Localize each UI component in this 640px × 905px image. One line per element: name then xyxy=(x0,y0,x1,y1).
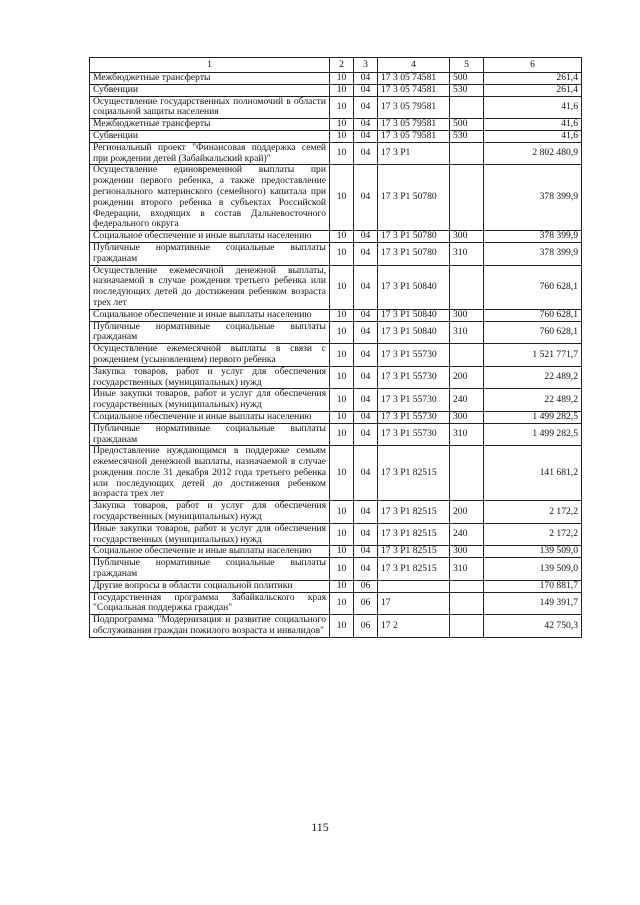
row-amount: 139 509,0 xyxy=(484,558,582,581)
row-amount: 261,4 xyxy=(484,73,582,85)
row-target-code: 17 3 P1 55730 xyxy=(378,389,450,412)
row-name: Межбюджетные трансферты xyxy=(90,73,330,85)
row-section: 10 xyxy=(330,523,354,546)
table-row xyxy=(90,344,582,367)
row-name: Осуществление ежемесячной денежной выплаты, назначаемой в случае рождения третьего ребенка или последующих детей до достижения ребенком возраста трех лет xyxy=(90,265,330,309)
row-name: Государственная программа Забайкальского края "Социальная поддержка граждан" xyxy=(90,592,330,615)
row-section: 10 xyxy=(330,309,354,321)
table-header-row xyxy=(90,58,582,73)
row-section: 10 xyxy=(330,501,354,524)
row-target-code: 17 2 xyxy=(378,615,450,638)
row-expense-type xyxy=(450,580,484,592)
row-target-code: 17 3 P1 50840 xyxy=(378,265,450,309)
row-name: Социальное обеспечение и иные выплаты населению xyxy=(90,411,330,423)
row-expense-type: 240 xyxy=(450,523,484,546)
row-section: 10 xyxy=(330,242,354,265)
row-target-code: 17 3 P1 55730 xyxy=(378,411,450,423)
row-target-code: 17 3 P1 82515 xyxy=(378,523,450,546)
table-row xyxy=(90,231,582,243)
row-expense-type: 200 xyxy=(450,501,484,524)
row-expense-type: 200 xyxy=(450,366,484,389)
row-expense-type xyxy=(450,592,484,615)
row-subsection: 04 xyxy=(354,119,378,131)
row-target-code: 17 3 05 79581 xyxy=(378,130,450,142)
table-row xyxy=(90,73,582,85)
row-name: Субвенции xyxy=(90,130,330,142)
row-subsection: 04 xyxy=(354,321,378,344)
row-name: Социальное обеспечение и иные выплаты населению xyxy=(90,546,330,558)
row-target-code: 17 3 P1 50780 xyxy=(378,165,450,231)
row-section: 10 xyxy=(330,73,354,85)
row-name: Субвенции xyxy=(90,84,330,96)
column-header: 4 xyxy=(378,58,450,73)
row-name: Иные закупки товаров, работ и услуг для обеспечения государственных (муниципальных) нужд xyxy=(90,523,330,546)
row-subsection: 04 xyxy=(354,142,378,165)
row-amount: 22 489,2 xyxy=(484,389,582,412)
table-row xyxy=(90,446,582,501)
row-target-code: 17 3 P1 xyxy=(378,142,450,165)
row-subsection: 04 xyxy=(354,84,378,96)
row-amount: 760 628,1 xyxy=(484,321,582,344)
row-section: 10 xyxy=(330,446,354,501)
table-row xyxy=(90,142,582,165)
row-subsection: 04 xyxy=(354,446,378,501)
row-name: Публичные нормативные социальные выплаты гражданам xyxy=(90,423,330,446)
row-subsection: 04 xyxy=(354,546,378,558)
row-expense-type xyxy=(450,142,484,165)
row-subsection: 06 xyxy=(354,592,378,615)
table-row xyxy=(90,130,582,142)
row-amount: 378 399,9 xyxy=(484,242,582,265)
row-subsection: 04 xyxy=(354,558,378,581)
row-amount: 22 489,2 xyxy=(484,366,582,389)
row-section: 10 xyxy=(330,423,354,446)
row-amount: 261,4 xyxy=(484,84,582,96)
row-expense-type xyxy=(450,615,484,638)
table-row xyxy=(90,615,582,638)
table-row xyxy=(90,265,582,309)
row-section: 10 xyxy=(330,265,354,309)
row-name: Публичные нормативные социальные выплаты гражданам xyxy=(90,321,330,344)
row-subsection: 06 xyxy=(354,580,378,592)
row-name: Публичные нормативные социальные выплаты гражданам xyxy=(90,242,330,265)
row-section: 10 xyxy=(330,119,354,131)
row-subsection: 04 xyxy=(354,423,378,446)
table-row xyxy=(90,242,582,265)
row-subsection: 04 xyxy=(354,501,378,524)
row-amount: 41,6 xyxy=(484,96,582,119)
table-row xyxy=(90,119,582,131)
row-section: 10 xyxy=(330,389,354,412)
row-expense-type: 500 xyxy=(450,119,484,131)
row-name: Осуществление ежемесячной выплаты в связи с рождением (усыновлением) первого ребенка xyxy=(90,344,330,367)
row-subsection: 04 xyxy=(354,165,378,231)
row-section: 10 xyxy=(330,592,354,615)
row-target-code: 17 3 05 79581 xyxy=(378,96,450,119)
row-name: Региональный проект "Финансовая поддержка семей при рождении детей (Забайкальский край)" xyxy=(90,142,330,165)
row-expense-type: 500 xyxy=(450,73,484,85)
row-name: Предоставление нуждающимся в поддержке семьям ежемесячной денежной выплаты, назначаемой в случае рождения после 31 декабря 2012 года третьего ребенка или последующих детей до достижения ребенком возраста трех лет xyxy=(90,446,330,501)
table-row xyxy=(90,546,582,558)
row-expense-type xyxy=(450,165,484,231)
row-expense-type: 310 xyxy=(450,423,484,446)
row-section: 10 xyxy=(330,580,354,592)
row-target-code: 17 3 05 74581 xyxy=(378,84,450,96)
row-name: Закупка товаров, работ и услуг для обеспечения государственных (муниципальных) нужд xyxy=(90,366,330,389)
column-header: 6 xyxy=(484,58,582,73)
row-target-code: 17 3 P1 82515 xyxy=(378,501,450,524)
row-subsection: 04 xyxy=(354,242,378,265)
row-amount: 378 399,9 xyxy=(484,165,582,231)
row-section: 10 xyxy=(330,231,354,243)
table-row xyxy=(90,501,582,524)
row-target-code: 17 3 P1 82515 xyxy=(378,558,450,581)
row-amount: 1 499 282,5 xyxy=(484,423,582,446)
row-expense-type: 310 xyxy=(450,321,484,344)
row-section: 10 xyxy=(330,165,354,231)
row-section: 10 xyxy=(330,321,354,344)
column-header: 2 xyxy=(330,58,354,73)
row-target-code: 17 3 P1 82515 xyxy=(378,446,450,501)
row-amount: 41,6 xyxy=(484,119,582,131)
row-subsection: 04 xyxy=(354,344,378,367)
page-number: 115 xyxy=(311,820,329,834)
row-amount: 141 681,2 xyxy=(484,446,582,501)
row-expense-type: 240 xyxy=(450,389,484,412)
row-target-code: 17 3 P1 50780 xyxy=(378,242,450,265)
row-expense-type xyxy=(450,446,484,501)
row-section: 10 xyxy=(330,366,354,389)
row-amount: 1 499 282,5 xyxy=(484,411,582,423)
column-header: 3 xyxy=(354,58,378,73)
row-section: 10 xyxy=(330,344,354,367)
row-subsection: 04 xyxy=(354,411,378,423)
row-target-code: 17 3 05 79581 xyxy=(378,119,450,131)
row-subsection: 06 xyxy=(354,615,378,638)
row-section: 10 xyxy=(330,130,354,142)
row-subsection: 04 xyxy=(354,366,378,389)
row-section: 10 xyxy=(330,615,354,638)
row-amount: 1 521 771,7 xyxy=(484,344,582,367)
row-amount: 170 881,7 xyxy=(484,580,582,592)
column-header: 5 xyxy=(450,58,484,73)
row-target-code: 17 3 P1 50840 xyxy=(378,309,450,321)
row-expense-type: 310 xyxy=(450,242,484,265)
row-target-code: 17 3 P1 50780 xyxy=(378,231,450,243)
row-subsection: 04 xyxy=(354,389,378,412)
row-section: 10 xyxy=(330,84,354,96)
row-target-code: 17 3 P1 50840 xyxy=(378,321,450,344)
row-name: Осуществление государственных полномочий в области социальной защиты населения xyxy=(90,96,330,119)
row-subsection: 04 xyxy=(354,73,378,85)
table-row xyxy=(90,423,582,446)
table-row xyxy=(90,389,582,412)
row-name: Осуществление единовременной выплаты при рождении первого ребенка, а также предоставление регионального материнского (семейного) капитала при рождении второго ребенка в субъектах Российской Федерации, входящих в состав Дальневосточного федерального округа xyxy=(90,165,330,231)
row-subsection: 04 xyxy=(354,523,378,546)
row-section: 10 xyxy=(330,142,354,165)
row-target-code: 17 3 05 74581 xyxy=(378,73,450,85)
table-row xyxy=(90,96,582,119)
row-expense-type xyxy=(450,344,484,367)
row-expense-type: 300 xyxy=(450,309,484,321)
row-expense-type: 310 xyxy=(450,558,484,581)
row-name: Межбюджетные трансферты xyxy=(90,119,330,131)
row-expense-type: 530 xyxy=(450,84,484,96)
row-subsection: 04 xyxy=(354,309,378,321)
row-section: 10 xyxy=(330,96,354,119)
row-amount: 760 628,1 xyxy=(484,309,582,321)
row-target-code: 17 xyxy=(378,592,450,615)
row-name: Публичные нормативные социальные выплаты гражданам xyxy=(90,558,330,581)
table-row xyxy=(90,366,582,389)
row-section: 10 xyxy=(330,558,354,581)
row-subsection: 04 xyxy=(354,265,378,309)
row-amount: 760 628,1 xyxy=(484,265,582,309)
row-amount: 139 509,0 xyxy=(484,546,582,558)
row-expense-type xyxy=(450,96,484,119)
row-subsection: 04 xyxy=(354,130,378,142)
table-row xyxy=(90,592,582,615)
row-target-code xyxy=(378,580,450,592)
row-expense-type: 530 xyxy=(450,130,484,142)
row-expense-type xyxy=(450,265,484,309)
row-target-code: 17 3 P1 55730 xyxy=(378,423,450,446)
row-amount: 42 750,3 xyxy=(484,615,582,638)
row-section: 10 xyxy=(330,411,354,423)
row-name: Закупка товаров, работ и услуг для обеспечения государственных (муниципальных) нужд xyxy=(90,501,330,524)
row-amount: 2 802 480,9 xyxy=(484,142,582,165)
row-subsection: 04 xyxy=(354,96,378,119)
row-name: Социальное обеспечение и иные выплаты населению xyxy=(90,231,330,243)
column-header: 1 xyxy=(90,58,330,73)
row-name: Другие вопросы в области социальной политики xyxy=(90,580,330,592)
row-name: Социальное обеспечение и иные выплаты населению xyxy=(90,309,330,321)
row-section: 10 xyxy=(330,546,354,558)
row-subsection: 04 xyxy=(354,231,378,243)
row-expense-type: 300 xyxy=(450,546,484,558)
table-row xyxy=(90,309,582,321)
row-expense-type: 300 xyxy=(450,411,484,423)
row-amount: 149 391,7 xyxy=(484,592,582,615)
row-amount: 378 399,9 xyxy=(484,231,582,243)
row-target-code: 17 3 P1 55730 xyxy=(378,344,450,367)
row-name: Подпрограмма "Модернизация и развитие социального обслуживания граждан пожилого возраста и инвалидов" xyxy=(90,615,330,638)
budget-table xyxy=(89,57,582,638)
row-amount: 2 172,2 xyxy=(484,523,582,546)
table-row xyxy=(90,411,582,423)
table-row xyxy=(90,84,582,96)
row-amount: 41,6 xyxy=(484,130,582,142)
row-expense-type: 300 xyxy=(450,231,484,243)
row-target-code: 17 3 P1 55730 xyxy=(378,366,450,389)
row-amount: 2 172,2 xyxy=(484,501,582,524)
row-name: Иные закупки товаров, работ и услуг для обеспечения государственных (муниципальных) нужд xyxy=(90,389,330,412)
table-row xyxy=(90,321,582,344)
table-row xyxy=(90,580,582,592)
table-row xyxy=(90,165,582,231)
row-target-code: 17 3 P1 82515 xyxy=(378,546,450,558)
table-row xyxy=(90,523,582,546)
table-row xyxy=(90,558,582,581)
